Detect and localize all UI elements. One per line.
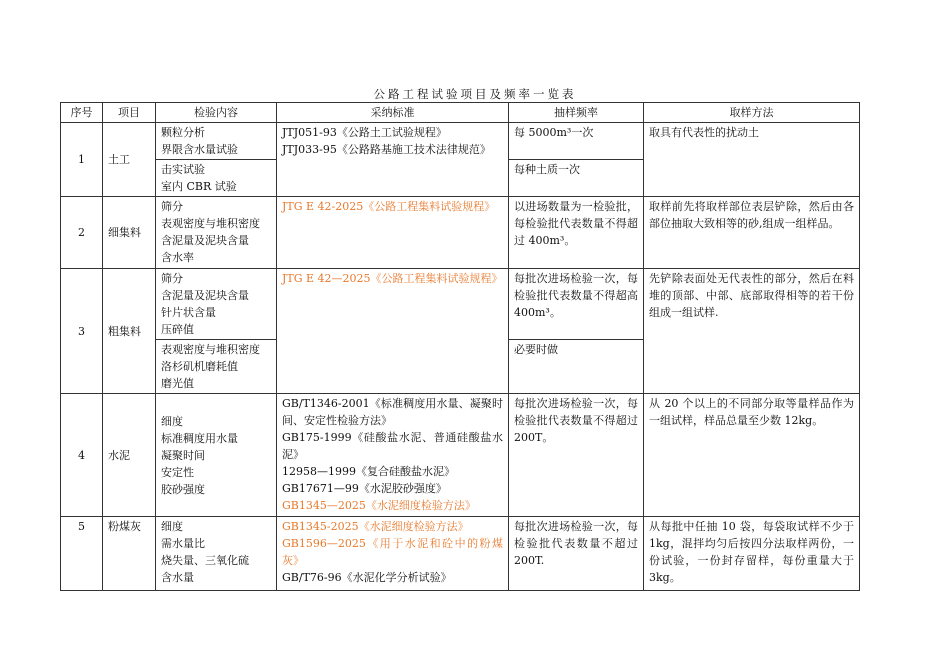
row-frequency: 每种土质一次 — [509, 160, 644, 197]
test-items-table — [60, 102, 860, 591]
row-frequency: 以进场数量为一检验批，每检验批代表数量不得超过 400m³。 — [509, 197, 644, 269]
row-frequency: 每 5000m³一次 — [509, 123, 644, 160]
row-item: 粉煤灰 — [103, 517, 156, 591]
row-number: 4 — [61, 394, 103, 517]
row-item: 土工 — [103, 123, 156, 197]
row-item: 粗集料 — [103, 269, 156, 394]
row-content: 筛分 含泥量及泥块含量 针片状含量 压碎值 — [156, 269, 277, 340]
row-content: 细度 需水量比 烧失量、三氧化硫 含水量 — [156, 517, 277, 591]
row-standard: JTG E 42—2025《公路工程集料试验规程》 — [277, 269, 509, 394]
header-no: 序号 — [61, 103, 103, 123]
row-content: 表观密度与堆积密度 洛杉矶机磨耗值 磨光值 — [156, 340, 277, 394]
row-number: 3 — [61, 269, 103, 394]
row-item: 水泥 — [103, 394, 156, 517]
row-number: 2 — [61, 197, 103, 269]
row-standard: GB/T1346-2001《标准稠度用水量、凝聚时间、安定性检验方法》 GB175-1999《硅酸盐水泥、普通硅酸盐水泥》 12958—1999《复合硅酸盐水泥》 GB17671—99《水泥胶砂强度》 GB1345—2025《水泥细度检验方法》 — [277, 394, 509, 517]
row-method: 取具有代表性的扰动土 — [644, 123, 860, 197]
row-content: 颗粒分析 界限含水量试验 — [156, 123, 277, 160]
header-item: 项目 — [103, 103, 156, 123]
row-method: 从每批中任抽 10 袋，每袋取试样不少于 1kg，混拌均匀后按四分法取样两份，一份试验，一份封存留样，每份重量大于 3kg。 — [644, 517, 860, 591]
table-row — [61, 269, 860, 340]
table-row — [61, 123, 860, 160]
header-frequency: 抽样频率 — [509, 103, 644, 123]
row-method: 取样前先将取样部位表层铲除，然后由各部位抽取大致相等的砂,组成一组样品。 — [644, 197, 860, 269]
row-number: 1 — [61, 123, 103, 197]
row-item: 细集料 — [103, 197, 156, 269]
page-title: 公路工程试验项目及频率一览表 — [373, 87, 577, 101]
row-method: 先铲除表面处无代表性的部分，然后在料堆的顶部、中部、底部取得相等的若干份组成一组试样. — [644, 269, 860, 394]
table-row — [61, 197, 860, 269]
row-standard: JTG E 42-2025《公路工程集料试验规程》 — [277, 197, 509, 269]
row-content: 击实试验 室内 CBR 试验 — [156, 160, 277, 197]
row-standard: GB1345-2025《水泥细度检验方法》 GB1596—2025《用于水泥和砼中的粉煤灰》 GB/T76-96《水泥化学分析试验》 — [277, 517, 509, 591]
row-frequency: 每批次进场检验一次，每检验批代表数量不超过 200T. — [509, 517, 644, 591]
header-row — [61, 103, 860, 123]
header-content: 检验内容 — [156, 103, 277, 123]
row-number: 5 — [61, 517, 103, 591]
row-standard: JTJ051-93《公路土工试验规程》 JTJ033-95《公路路基施工技术法律规范》 — [277, 123, 509, 197]
table-row — [61, 394, 860, 517]
row-method: 从 20 个以上的不同部分取等量样品作为一组试样，样品总量至少数 12kg。 — [644, 394, 860, 517]
header-method: 取样方法 — [644, 103, 860, 123]
row-content: 细度 标准稠度用水量 凝聚时间 安定性 胶砂强度 — [156, 394, 277, 517]
row-content: 筛分 表观密度与堆积密度 含泥量及泥块含量 含水率 — [156, 197, 277, 269]
table-row — [61, 517, 860, 591]
header-standard: 采纳标准 — [277, 103, 509, 123]
row-frequency: 每批次进场检验一次，每检验批代表数量不得超高 400m³。 — [509, 269, 644, 340]
row-frequency: 每批次进场检验一次，每检验批代表数量不得超过 200T。 — [509, 394, 644, 517]
row-frequency: 必要时做 — [509, 340, 644, 394]
